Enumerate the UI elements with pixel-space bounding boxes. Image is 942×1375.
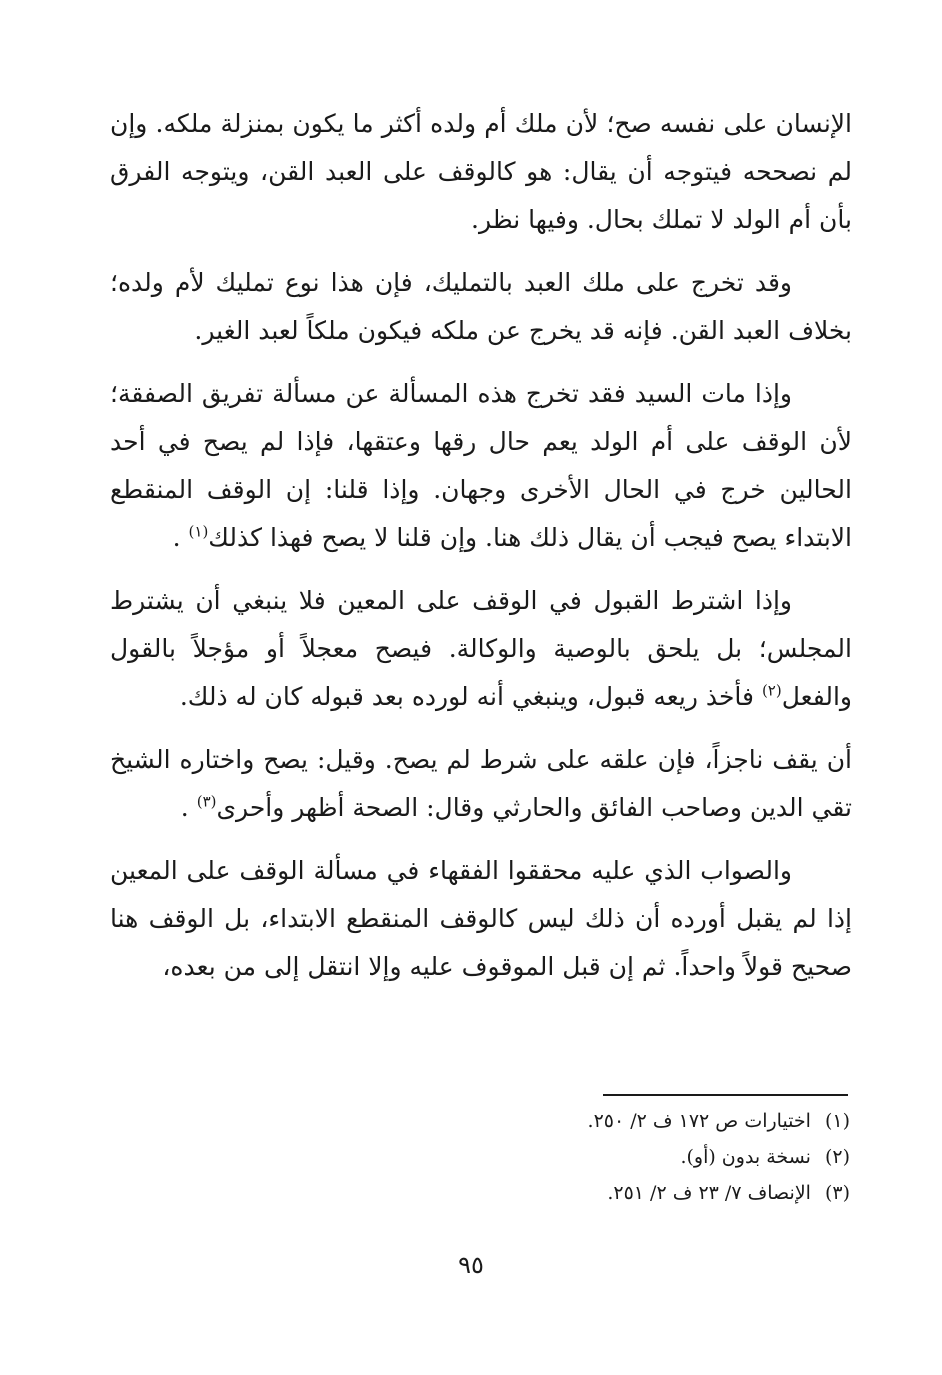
paragraph — [110, 577, 852, 721]
footnote-number: (٣) — [824, 1182, 850, 1204]
footnote — [450, 1103, 850, 1139]
footnote-reference: (١) — [188, 522, 209, 541]
paragraph — [110, 736, 852, 832]
paragraph-text: فأخذ ريعه قبول، وينبغي أنه لورده بعد قبوله كان له ذلك. — [179, 682, 762, 711]
footnote-text: الإنصاف ٧/ ٢٣ ف ٢/ ٢٥١. — [607, 1182, 811, 1204]
footnote — [450, 1139, 850, 1175]
footnote-number: (١) — [824, 1110, 850, 1132]
footnote-reference: (٢) — [761, 681, 782, 700]
paragraph — [110, 847, 852, 991]
footnote-reference: (٣) — [196, 792, 217, 811]
paragraph — [110, 100, 852, 244]
paragraph-text: وقد تخرج على ملك العبد بالتمليك، فإن هذا نوع تمليك لأم ولده؛ بخلاف العبد القن. فإنه قد يخرج عن ملكه فيكون ملكاً لعبد الغير. — [110, 268, 852, 345]
paragraph-text: الإنسان على نفسه صح؛ لأن ملك أم ولده أكثر ما يكون بمنزلة ملكه. وإن لم نصححه فيتوجه أن يقال: هو كالوقف على العبد القن، ويتوجه الفرق بأن أم الولد لا تملك بحال. وفيها نظر. — [110, 109, 852, 234]
page-number: ٩٥ — [458, 1251, 484, 1279]
paragraph-text: . — [172, 523, 189, 552]
paragraph-text: أن يقف ناجزاً، فإن علقه على شرط لم يصح. وقيل: يصح واختاره الشيخ تقي الدين وصاحب الفائق والحارثي وقال: الصحة أظهر وأحرى — [110, 745, 852, 822]
paragraph — [110, 370, 852, 562]
paragraph-text: وإذا اشترط القبول في الوقف على المعين فلا ينبغي أن يشترط المجلس؛ بل يلحق بالوصية والوكالة. فيصح معجلاً أو مؤجلاً بالقول والفعل — [110, 586, 852, 711]
footnote — [450, 1175, 850, 1211]
footnote-number: (٢) — [824, 1146, 850, 1168]
footnote-separator — [603, 1094, 848, 1096]
paragraph-text: والصواب الذي عليه محققوا الفقهاء في مسألة الوقف على المعين إذا لم يقبل أورده أن ذلك ليس كالوقف المنقطع الابتداء، بل الوقف هنا صحيح قولاً واحداً. ثم إن قبل الموقوف عليه وإلا انتقل إلى من بعده، — [110, 856, 852, 981]
paragraph — [110, 259, 852, 355]
main-text — [110, 100, 852, 1006]
footnote-text: نسخة بدون (أو). — [680, 1146, 811, 1168]
paragraph-text: وإذا مات السيد فقد تخرج هذه المسألة عن مسألة تفريق الصفقة؛ لأن الوقف على أم الولد يعم حال رقها وعتقها، فإذا لم يصح في أحد الحالين خرج في الحال الأخرى وجهان. وإذا قلنا: إن الوقف المنقطع الابتداء يصح فيجب أن يقال ذلك هنا. وإن قلنا لا يصح فهذا كذلك — [110, 379, 852, 552]
paragraph-text: . — [180, 793, 197, 822]
footnote-text: اختيارات ص ١٧٢ ف ٢/ ٢٥٠. — [587, 1110, 811, 1132]
footnotes — [450, 1103, 850, 1211]
